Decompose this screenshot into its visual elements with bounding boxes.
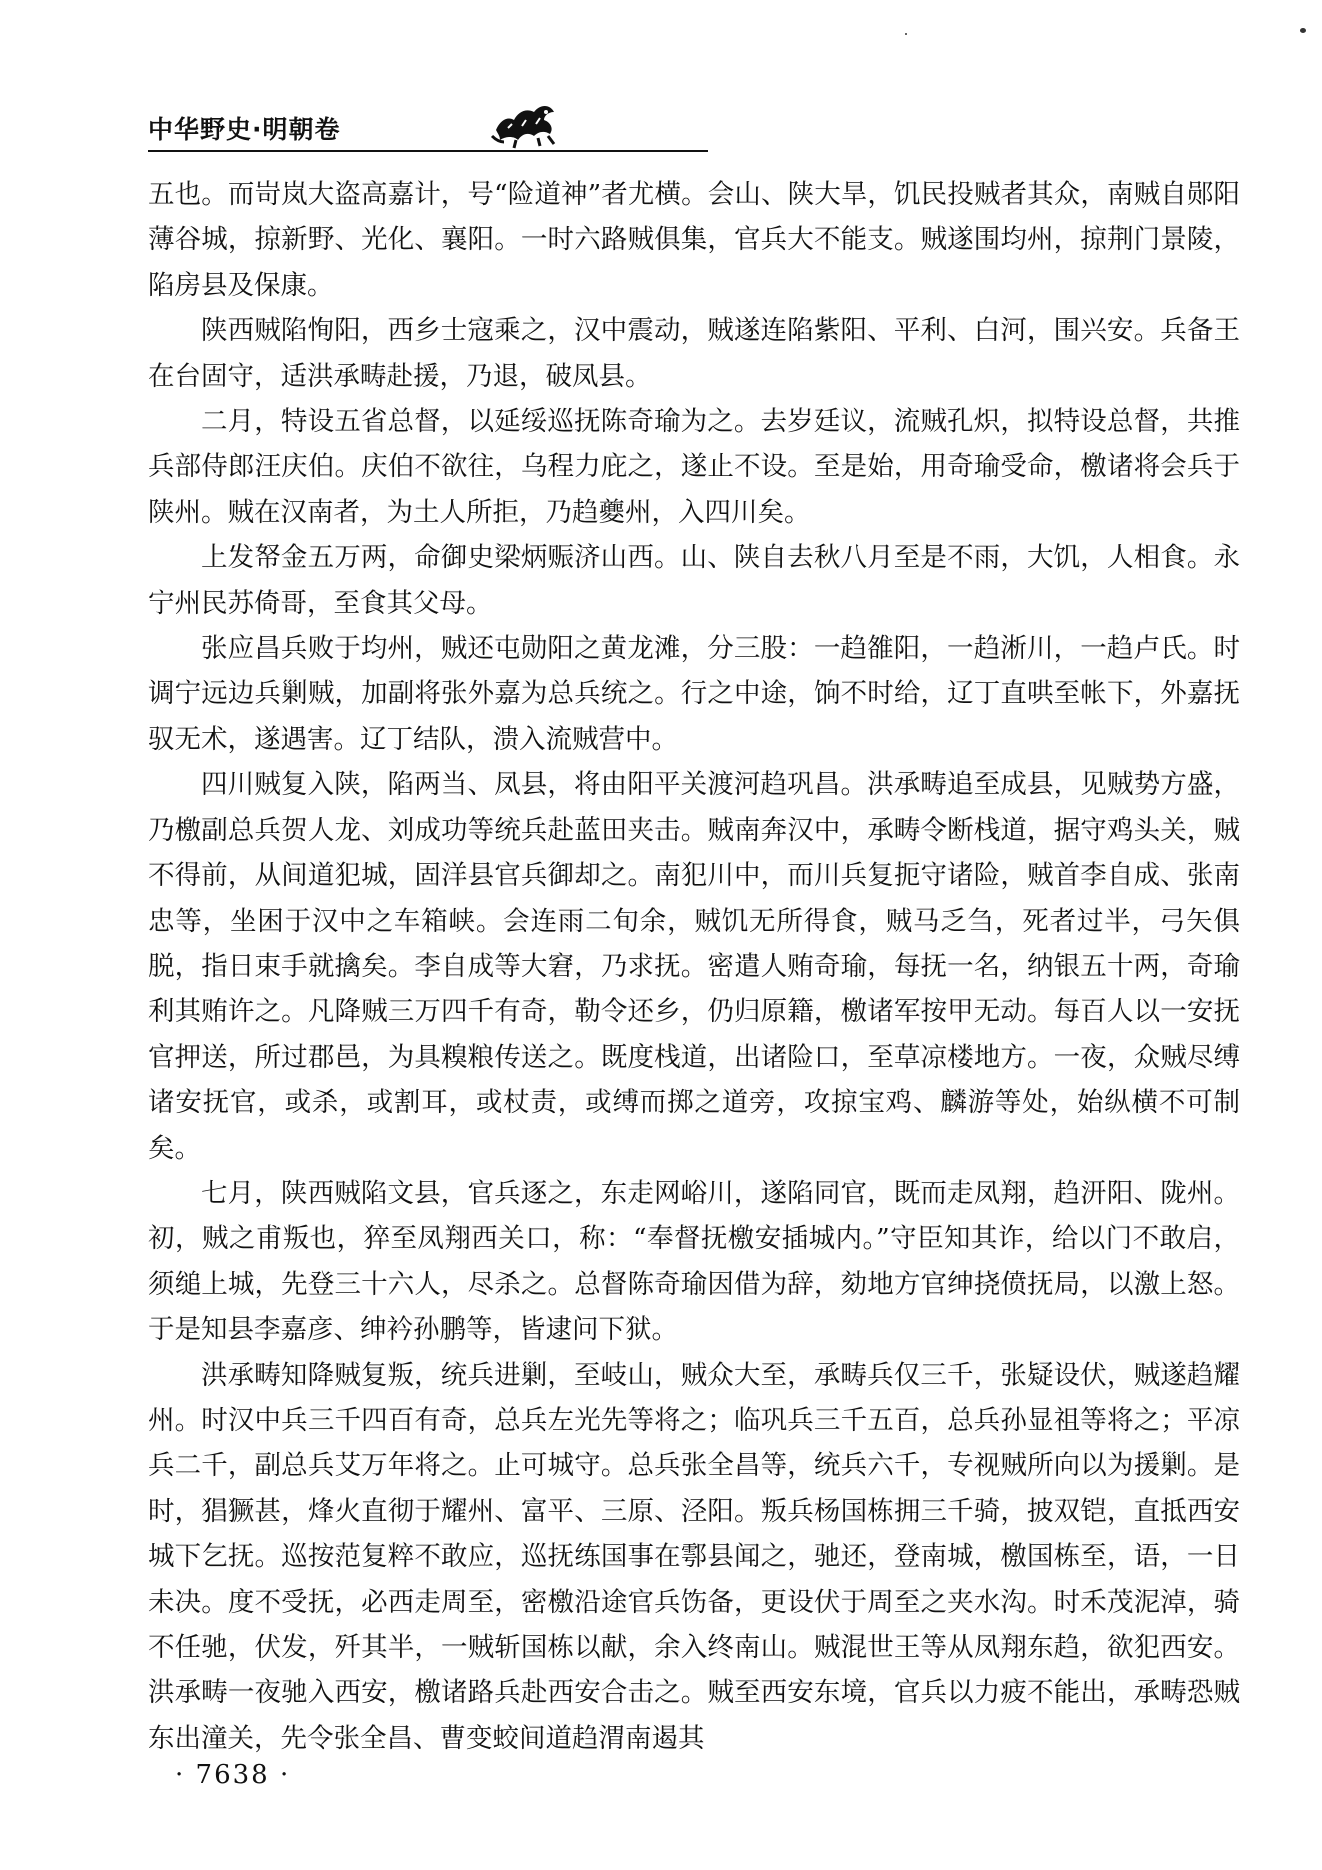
page-header bbox=[148, 100, 1178, 160]
paragraph: 洪承畴知降贼复叛，统兵进剿，至岐山，贼众大至，承畴兵仅三千，张疑设伏，贼遂趋耀州。时汉中兵三千四百有奇，总兵左光先等将之；临巩兵三千五百，总兵孙显祖等将之；平凉兵二千，副总兵艾万年将之。止可城守。总兵张全昌等，统兵六千，专视贼所向以为援剿。是时，猖獗甚，烽火直彻于耀州、富平、三原、泾阳。叛兵杨国栋拥三千骑，披双铠，直抵西安城下乞抚。巡按范复粹不敢应，巡抚练国事在鄠县闻之，驰还，登南城，檄国栋至，语，一日未决。度不受抚，必西走周至，密檄沿途官兵饬备，更设伏于周至之夹水沟。时禾茂泥淖，骑不任驰，伏发，歼其半，一贼斩国栋以献，余入终南山。贼混世王等从凤翔东趋，欲犯西安。洪承畴一夜驰入西安，檄诸路兵赴西安合击之。贼至西安东境，官兵以力疲不能出，承畴恐贼东出潼关，先令张全昌、曹变蛟间道趋渭南遏其 bbox=[148, 1359, 1240, 1754]
book-title: 中华野史·明朝卷 bbox=[148, 115, 341, 144]
paragraph: 二月，特设五省总督，以延绥巡抚陈奇瑜为之。去岁廷议，流贼孔炽，拟特设总督，共推兵部侍郎汪庆伯。庆伯不欲往，乌程力庇之，遂止不设。至是始，用奇瑜受命，檄诸将会兵于陕州。贼在汉南者，为土人所拒，乃趋夔州，入四川矣。 bbox=[148, 406, 1240, 528]
paragraph: 张应昌兵败于均州，贼还屯勋阳之黄龙滩，分三股：一趋雒阳，一趋淅川，一趋卢氏。时调宁远边兵剿贼，加副将张外嘉为总兵统之。行之中途，饷不时给，辽丁直哄至帐下，外嘉抚驭无术，遂遇害。辽丁结队，溃入流贼营中。 bbox=[148, 633, 1240, 755]
paragraph: 五也。而岢岚大盗高嘉计，号“险道神”者尤横。会山、陕大旱，饥民投贼者其众，南贼自郧阳薄谷城，掠新野、光化、襄阳。一时六路贼俱集，官兵大不能支。贼遂围均州，掠荆门景陵，陷房县及保康。 bbox=[148, 179, 1240, 301]
header-rule bbox=[148, 150, 708, 152]
paragraph: 四川贼复入陕，陷两当、凤县，将由阳平关渡河趋巩昌。洪承畴追至成县，见贼势方盛，乃檄副总兵贺人龙、刘成功等统兵赴蓝田夹击。贼南奔汉中，承畴令断栈道，据守鸡头关，贼不得前，从间道犯城，固洋县官兵御却之。南犯川中，而川兵复扼守诸险，贼首李自成、张南忠等，坐困于汉中之车箱峡。会连雨二旬余，贼饥无所得食，贼马乏刍，死者过半，弓矢俱脱，指日束手就擒矣。李自成等大窘，乃求抚。密遣人贿奇瑜，每抚一名，纳银五十两，奇瑜利其贿许之。凡降贼三万四千有奇，勒令还乡，仍归原籍，檄诸军按甲无动。每百人以一安抚官押送，所过郡邑，为具糗粮传送之。既度栈道，出诸险口，至草凉楼地方。一夜，众贼尽缚诸安抚官，或杀，或割耳，或杖责，或缚而掷之道旁，攻掠宝鸡、麟游等处，始纵横不可制矣。 bbox=[148, 769, 1240, 1164]
paragraph: 七月，陕西贼陷文县，官兵逐之，东走网峪川，遂陷同官，既而走凤翔，趋汧阳、陇州。初，贼之甫叛也，猝至凤翔西关口，称：“奉督抚檄安插城内。”守臣知其诈，给以门不敢启，须缒上城，先登三十六人，尽杀之。总督陈奇瑜因借为辞，劾地方官绅挠偾抚局，以激上怒。于是知县李嘉彦、绅衿孙鹏等，皆逮问下狱。 bbox=[148, 1177, 1240, 1346]
paragraph: 陕西贼陷恂阳，西乡士寇乘之，汉中震动，贼遂连陷紫阳、平利、白河，围兴安。兵备王在台固守，适洪承畴赴援，乃退，破凤县。 bbox=[148, 315, 1240, 392]
scan-speck bbox=[1300, 28, 1306, 33]
body-text bbox=[148, 172, 1240, 1761]
dragon-emblem-icon bbox=[488, 90, 560, 150]
scan-speck bbox=[905, 33, 907, 35]
page-number: · 7638 · bbox=[175, 1760, 291, 1790]
paragraph: 上发帑金五万两，命御史梁炳赈济山西。山、陕自去秋八月至是不雨，大饥，人相食。永宁州民苏倚哥，至食其父母。 bbox=[148, 542, 1240, 619]
